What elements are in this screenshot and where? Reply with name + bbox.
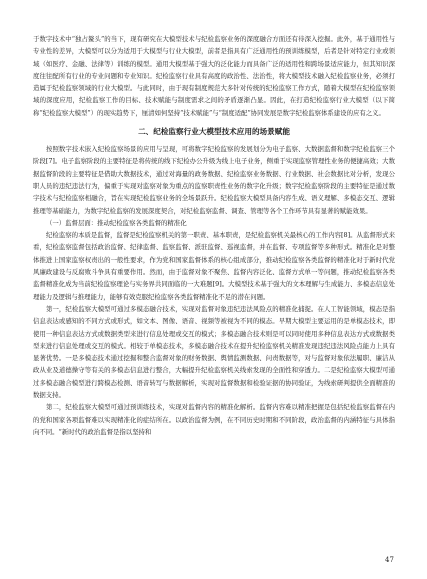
subsection-heading: （一）监督层面：推动纪检监察各类监督的精准化 bbox=[46, 218, 187, 227]
page-number: 47 bbox=[385, 556, 394, 564]
body-paragraph: 于数字技术中“独占鳌头”的当下，现有研究在大模型技术与纪检监察业务的深度融合方面还有待深入挖掘。此外，基于通用性与专业性的差异，大模型可以分为适用于大模型与行业大模型，前者是指具有广泛通用性的预训练模型，后者是针对特定行业或领域（如医疗、金融、法律等）训练的模型。通用大模型基于强大的泛化能力而具备广泛的适用性和跨场景适应能力，但其知识深度往往配所有行业的专业问题和专业知识。纪检监察行业具有高度的政治性、法治性，将大模型技术融入纪检监察业务，必须打造属于纪检监察领域的行业大模型。与此同时，由于现有制度规范大多针对传统的纪检监察工作方式，随着大模型在纪检监察领域的深度应用，纪检监察工作的目标、技术赋能与制度需求之间的矛盾逐渐凸显。因此，在打造纪检监察行业大模型（以下简称“纪检监察大模型”）的现实趋势下，厘清如何坚持“技术赋能”与“制度适配”协同发展是数字纪检监察体系建设的应有之义。 bbox=[33, 35, 395, 117]
body-paragraph: 纪检监察的本质是监督，监督是纪检监察机关的第一职责、基本职责，是纪检监察机关最核心的工作内容[8]。从监督形式来看，纪检监察监督包括政治监督、纪律监督、监察监督、派驻监督、巡视监督，并在监督、专项监督等多种形式。精准化是对整体推进上国家监察权责出的一般性要求，作为党和国家监督体系的核心组成部分，推动纪检监察各类监督的精准化对于新时代党风廉政建设与反腐败斗争具有重要作用。然而，由于监督对象不聚焦、监督内容泛化、监督方式单一等问题，推动纪检监察各类监督精准化成为当前纪检监察理论与实务界共同面临的一大难题[9]。大模型技术基于强大的文本理解与生成能力、多模态信息处理能力及逻辑与推理能力，能够有效克服纪检监察各类监督精准化不足的潜在问题。 bbox=[33, 231, 395, 301]
section-heading: 二、纪检监察行业大模型技术应用的场景赋能 bbox=[138, 127, 290, 137]
page-content bbox=[33, 33, 395, 438]
body-paragraph: 第一，纪检监察大模型可通过多模态融合技术，实现对监督对象违纪违法风险点的精准化捕捉。在人工智能领域，模态是指信息表达或感知的不同方式或形式，如文本、图像、语音、视频等被视为不同的模态。早期大模型主要运用的是单模态技术，即使用一种信息表达方式或数据类型来进行信息处理或交互的模式；多模态融合技术则是可以同时使用多种信息表达方式或数据类型来进行信息处理或交互的模式。相较于单模态技术，多模态融合技术在提升纪检监察机关精准发现违纪违法风险点能力上具有显著优势。一是多模态技术通过挖掘和整合监督对象的财务数据、舆情监测数据、问责数据等，对与监督对象依法履职、廉洁从政从业及道德操守等有关的多模态信息进行整合，大幅提升纪检监察机关线索发现的全面性和穿透力。二是纪检监察大模型可通过多模态融合模型进行跨模态检测、语音转写与数据解析，实现对监督数据和检验证据的协同验证，为线索研判提供全面精准的数据支持。 bbox=[33, 304, 395, 400]
body-paragraph: 按照数字技术嵌入纪检监察场景的应用与呈现，可将数字纪检监察的发展划分为电子监察、大数据监督和数字纪检监察三个阶段[7]。电子监察阶段的主要特征是将传统的线下纪检办公升级为线上电子业务，侧重于实现监察管理性业务的便捷高效；大数据监督阶段的主要特征是借助大数据技术，通过对海量的政务数据、纪检监察业务数据、行业数据、社会数据比对分析，发现公职人员的违纪违法行为，偏重于实现对监察对象为重点的监察职责性业务的数字化升级；数字纪检监察阶段的主要特征是通过数字技术与纪检监察相融合，旨在实现纪检监察业务的全场景跃升。纪检监察大模型具备内容生成、语义理解、多模态交互、逻辑推理等基础能力，为数字纪检监察的发展深度契合，对纪检监察监督、调查、管理等各个工作环节具有显著的赋能效果。 bbox=[33, 145, 395, 215]
body-paragraph: 第二，纪检监察大模型可通过预训练技术，实现对监督内容的精准化解析。监督内容难以精准把握是包括纪检监察监督在内的党和国家各项监督难以实现精准化的症结所在。以政治监督为例，在不同历史时期和不同阶段，政治监督的内涵特征与具体指向不同。“新时代的政治监督是指以坚持和 bbox=[33, 403, 395, 436]
